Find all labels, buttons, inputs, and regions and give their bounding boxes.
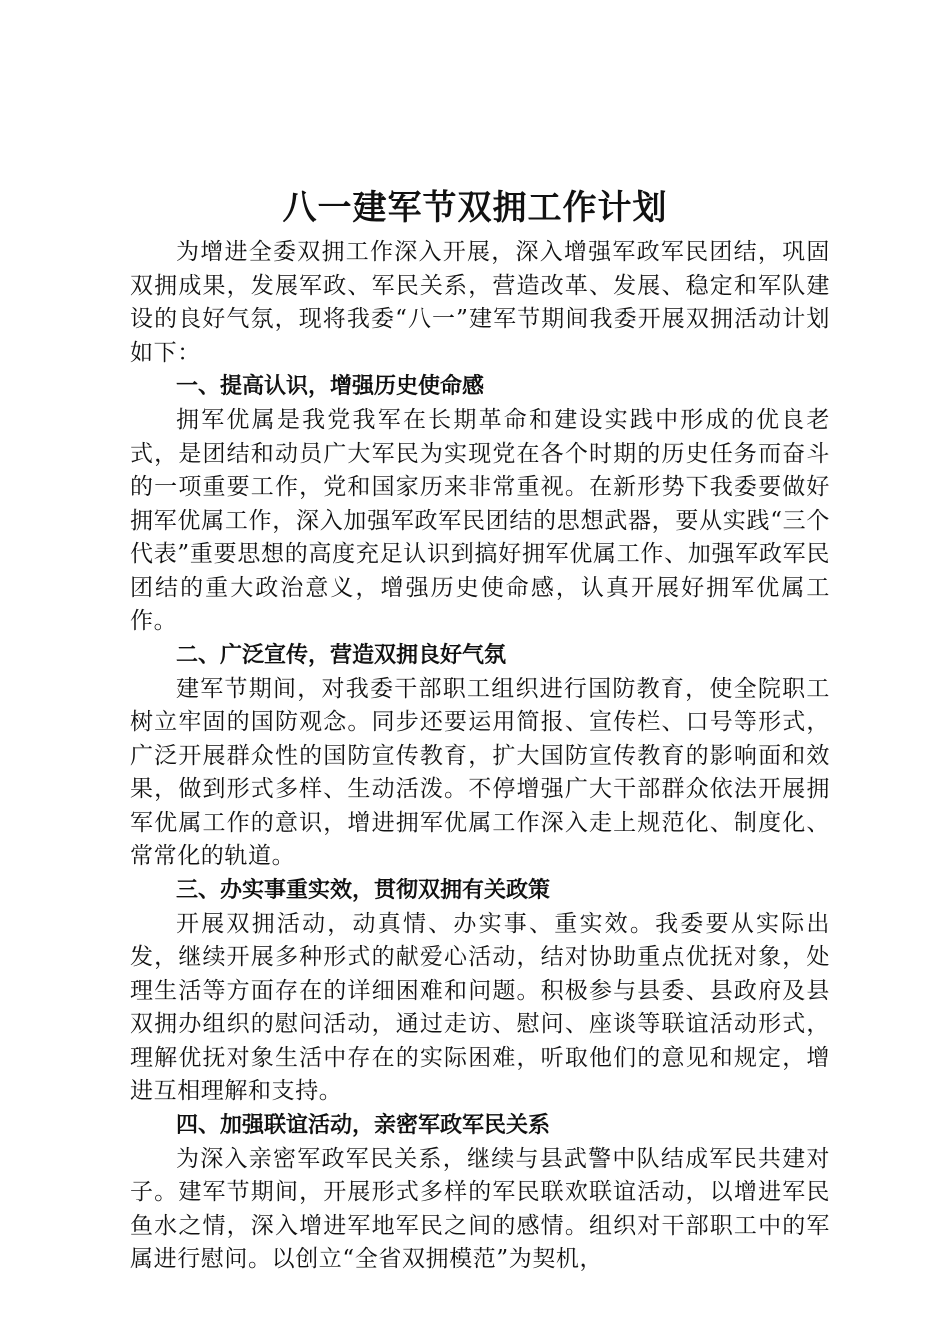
section-paragraph: 拥军优属是我党我军在长期革命和建设实践中形成的优良老式，是团结和动员广大军民为实现党在各个时期的历史任务而奋斗的一项重要工作，党和国家历来非常重视。在新形势下我委要做好拥军优属工作，深入加强军政军民团结的思想武器，要从实践“三个代表”重要思想的高度充足认识到搞好拥军优属工作、加强军政军民团结的重大政治意义，增强历史使命感，认真开展好拥军优属工作。 [130, 407, 830, 634]
section-3 [130, 874, 830, 1109]
section-heading: 二、广泛宣传，营造双拥良好气氛 [176, 642, 507, 668]
document-title: 八一建军节双拥工作计划 [282, 188, 668, 228]
document-body [130, 236, 830, 1277]
section-heading: 四、加强联谊活动，亲密军政军民关系 [176, 1112, 551, 1138]
section-2 [130, 639, 830, 874]
section-paragraph: 建军节期间，对我委干部职工组织进行国防教育，使全院职工树立牢固的国防观念。同步还要运用简报、宣传栏、口号等形式，广泛开展群众性的国防宣传教育，扩大国防宣传教育的影响面和效果，做到形式多样、生动活泼。不停增强广大干部群众依法开展拥军优属工作的意识，增进拥军优属工作深入走上规范化、制度化、常常化的轨道。 [130, 675, 830, 869]
section-paragraph: 为深入亲密军政军民关系，继续与县武警中队结成军民共建对子。建军节期间，开展形式多样的军民联欢联谊活动，以增进军民鱼水之情，深入增进军地军民之间的感情。组织对干部职工中的军属进行慰问。以创立“全省双拥模范”为契机， [130, 1145, 830, 1272]
section-paragraph: 开展双拥活动，动真情、办实事、重实效。我委要从实际出发，继续开展多种形式的献爱心活动，结对协助重点优抚对象，处理生活等方面存在的详细困难和问题。积极参与县委、县政府及县双拥办组织的慰问活动，通过走访、慰问、座谈等联谊活动形式，理解优抚对象生活中存在的实际困难，听取他们的意见和规定，增进互相理解和支持。 [130, 910, 830, 1104]
section-4 [130, 1109, 830, 1277]
intro-paragraph: 为增进全委双拥工作深入开展，深入增强军政军民团结，巩固双拥成果，发展军政、军民关系，营造改革、发展、稳定和军队建设的良好气氛，现将我委“八一”建军节期间我委开展双拥活动计划如下： [130, 239, 830, 366]
section-1 [130, 370, 830, 639]
section-heading: 一、提高认识，增强历史使命感 [176, 374, 485, 399]
section-heading: 三、办实事重实效，贯彻双拥有关政策 [176, 877, 551, 903]
